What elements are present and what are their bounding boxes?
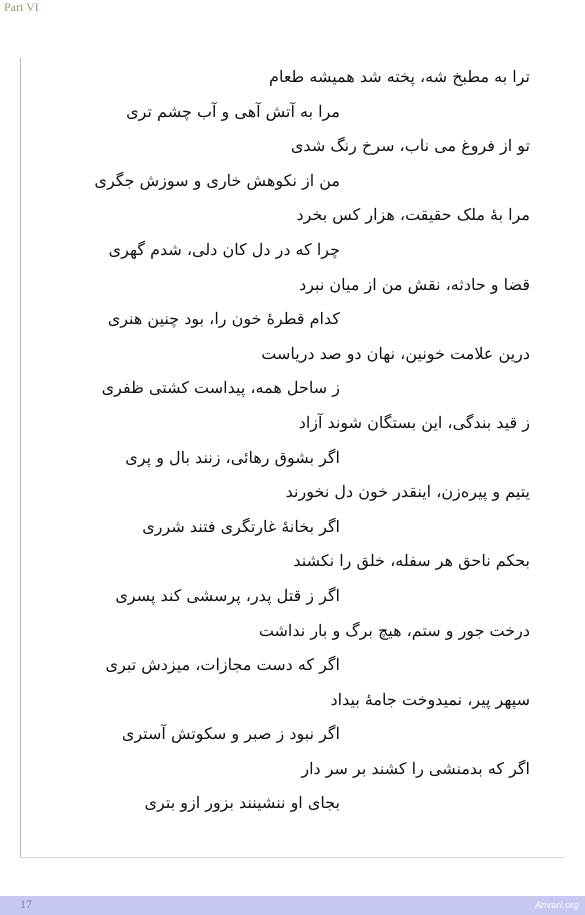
part-header: Part VI (4, 0, 39, 14)
poem-line: اگر نبود ز صبر و سکوتش آستری (121, 724, 340, 744)
poem-line: تو از فروغ می ناب، سرخ رنگ شدی (290, 136, 530, 156)
poem-line: چرا که در دل کان دلی، شدم گهری (108, 239, 340, 259)
poem-line: سپهر پیر، نمیدوخت جامهٔ بیداد (330, 689, 530, 709)
poem-line: قضا و حادثه، نقش من از میان نبرد (299, 274, 530, 294)
watermark: Anvari.org (534, 900, 579, 910)
poem-line: اگر بخانهٔ غارتگری فتند شرری (142, 516, 340, 536)
poem-line: یتیم و پیره‌زن، اینقدر خون دل نخورند (285, 482, 530, 502)
poem-line: بحکم ناحق هر سفله، خلق را نکشند (293, 551, 530, 571)
poem-line: ترا به مطبخ شه، پخته شد همیشه طعام (269, 67, 530, 86)
poem-line: مرا به آتش آهی و آب چشم تری (126, 101, 340, 121)
poem-line: ز قید بندگی، این بستگان شوند آزاد (298, 412, 530, 432)
left-margin-rule (20, 58, 21, 858)
poem-body (38, 60, 550, 821)
footer-bar (0, 896, 585, 915)
poem-line: بجای او ننشینند بزور ازو بتری (144, 793, 340, 813)
poem-line: ز ساحل همه، پیداست کشتی ظفری (101, 378, 340, 398)
poem-line: من از نکوهش خاری و سوزش جگری (94, 170, 340, 190)
page-number: 17 (20, 897, 32, 911)
poem-line: درین علامت خونین، نهان دو صد دریاست (261, 343, 530, 363)
poem-line: اگر بشوق رهائی، زنند بال و پری (125, 447, 340, 467)
poem-line: اگر که بدمنشی را کشند بر سر دار (301, 758, 530, 778)
poem-line: اگر که دست مجازات، میزدش تبری (105, 655, 340, 675)
poem-line: اگر ز قتل پدر، پرسشی کند پسری (115, 585, 340, 605)
bottom-margin-rule (20, 857, 565, 858)
poem-line: کدام قطرهٔ خون را، بود چنین هنری (107, 309, 340, 329)
poem-line: درخت جور و ستم، هیچ برگ و بار نداشت (258, 620, 530, 640)
poem-line: مرا بهٔ ملک حقیقت، هزار کس بخرد (296, 205, 530, 225)
